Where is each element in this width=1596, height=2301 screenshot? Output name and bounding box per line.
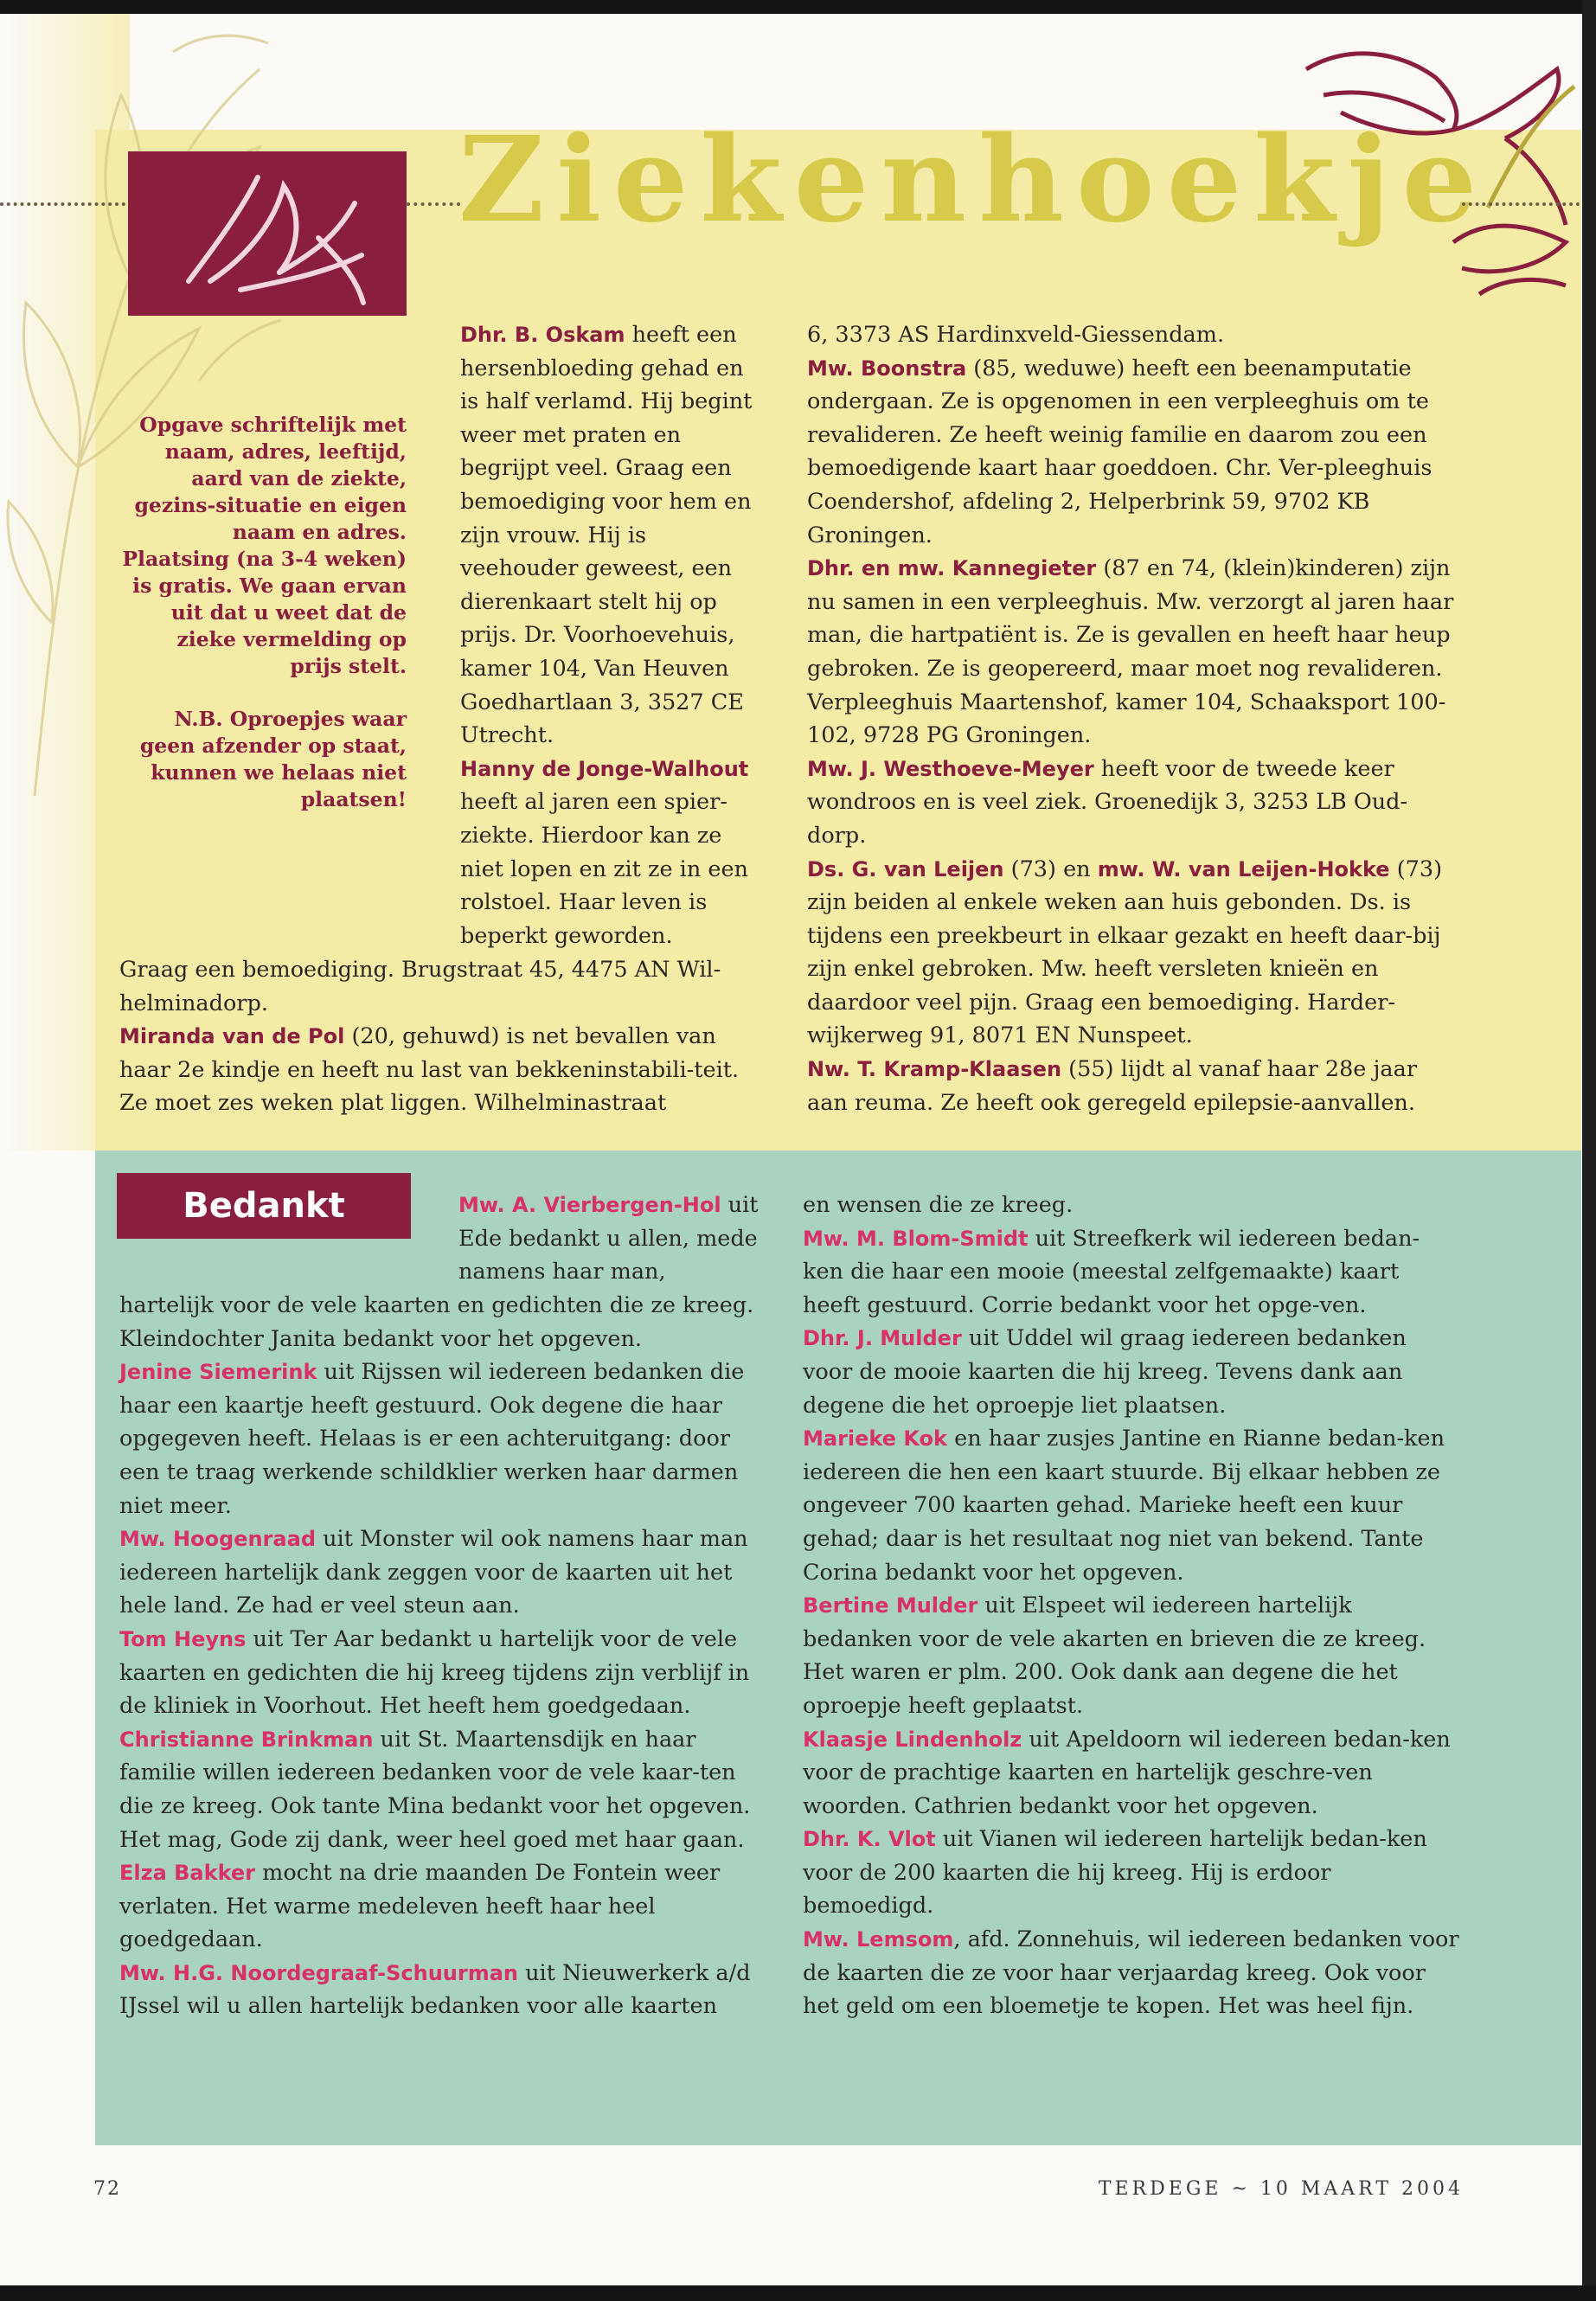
list-item: Nw. T. Kramp-Klaasen (55) lijdt al vanaf haar 28e jaar aan reuma. Ze heeft ook geregeld epilepsie-aanvallen.	[807, 1056, 1418, 1116]
bedankt-heading: Bedankt	[117, 1173, 411, 1239]
notice-instructions: Opgave schriftelijk met naam, adres, leeftijd, aard van de ziekte, gezins-situatie en eigen naam en adres. Plaatsing (na 3-4 weken) is gratis. We gaan ervan uit dat u weet dat de zieke vermelding op prijs stelt.	[122, 413, 407, 678]
list-item: Mw. M. Blom-Smidt uit Streefkerk wil iedereen bedan-ken die haar een mooie (meestal zelfgemaakte) kaart heeft gestuurd. Corrie bedankt voor het opge-ven.	[803, 1225, 1420, 1318]
list-item: Hanny de Jonge-Walhout heeft al jaren een spier-ziekte. Hierdoor kan ze niet lopen en zit ze in een rolstoel. Haar leven is beperkt geworden.	[460, 756, 749, 949]
person-name: Elza Bakker	[119, 1861, 256, 1886]
list-item: Mw. H.G. Noordegraaf-Schuurman uit Nieuwerkerk a/d IJssel wil u allen hartelijk bedanken voor alle kaarten	[119, 1959, 751, 2020]
submission-notice	[121, 412, 407, 839]
person-name: Mw. Hoogenraad	[119, 1527, 317, 1552]
person-name: mw. W. van Leijen-Hokke	[1097, 856, 1390, 881]
title-logo-box	[128, 151, 407, 316]
person-name: Mw. A. Vierbergen-Hol	[458, 1193, 721, 1217]
title-rule-right	[1462, 202, 1580, 206]
list-item: Mw. Boonstra (85, weduwe) heeft een beenamputatie ondergaan. Ze is opgenomen in een verpleeghuis om te revalideren. Ze heeft weinig familie en daarom zou een bemoedigende kaart haar goeddoen. Chr. Ver-pleeghuis Coendershof, afdeling 2, Helperbrink 59, 9702 KB Groningen.	[807, 355, 1433, 548]
title-rule-left	[0, 202, 125, 206]
person-name: Klaasje Lindenholz	[803, 1727, 1022, 1752]
page-number: 72	[93, 2178, 121, 2200]
list-item: Dhr. J. Mulder uit Uddel wil graag iedereen bedanken voor de mooie kaarten die hij kreeg. Tevens dank aan degene die het oproepje liet plaatsen.	[803, 1325, 1407, 1419]
list-item: 6, 3373 AS Hardinxveld-Giessendam.	[807, 322, 1225, 348]
list-item: Dhr. B. Oskam heeft een hersenbloeding gehad en is half verlamd. Hij begint weer met praten en begrijpt veel. Graag een bemoediging voor hem en zijn vrouw. Hij is veehouder geweest, een dierenkaart stelt hij op prijs. Dr. Voorhoevehuis, kamer 104, Van Heuven Goedhartlaan 3, 3527 CE Utrecht.	[460, 322, 753, 749]
person-name: Dhr. B. Oskam	[460, 323, 625, 347]
bedankt-column-1-top	[458, 1189, 765, 1289]
list-item: Mw. A. Vierbergen-Hol uit Ede bedankt u allen, mede namens haar man,	[458, 1192, 759, 1285]
person-name: Dhr. K. Vlot	[803, 1827, 936, 1852]
list-item: Christianne Brinkman uit St. Maartensdijk en haar familie willen iedereen bedanken voor de vele kaar-ten die ze kreeg. Ook tante Mina bedankt voor het opgeven. Het mag, Gode zij dank, weer heel goed met haar gaan.	[119, 1726, 751, 1853]
person-name: Mw. M. Blom-Smidt	[803, 1226, 1029, 1251]
ziek-column-1-wide	[119, 953, 765, 1120]
list-item: Klaasje Lindenholz uit Apeldoorn wil iedereen bedan-ken voor de prachtige kaarten en hartelijk geschre-ven woorden. Cathrien bedankt voor het opgeven.	[803, 1726, 1451, 1819]
scan-edge-bottom	[0, 2285, 1596, 2301]
list-item: Mw. Lemsom, afd. Zonnehuis, wil iedereen bedanken voor de kaarten die ze voor haar verjaardag kreeg. Ook voor het geld om een bloemetje te kopen. Het was heel fijn.	[803, 1926, 1459, 2020]
list-item: Bertine Mulder uit Elspeet wil iedereen hartelijk bedanken voor de vele akarten en brieven die ze kreeg. Het waren er plm. 200. Ook dank aan degene die het oproepje heeft geplaatst.	[803, 1593, 1426, 1719]
person-name: Mw. J. Westhoeve-Meyer	[807, 756, 1094, 781]
list-item: hartelijk voor de vele kaarten en gedichten die ze kreeg. Kleindochter Janita bedankt voor het opgeven.	[119, 1292, 754, 1352]
page-title: Ziekenhoekje	[458, 111, 1490, 249]
person-name: Dhr. en mw. Kannegieter	[807, 556, 1097, 581]
list-item: Marieke Kok en haar zusjes Jantine en Rianne bedan-ken iedereen die hen een kaart stuurde. Bij elkaar hebben ze ongeveer 700 kaarten gehad. Marieke heeft een kuur gehad; daar is het resultaat nog niet van bekend. Tante Corina bedankt voor het opgeven.	[803, 1426, 1445, 1586]
person-name: Ds. G. van Leijen	[807, 856, 1004, 881]
title-rule-mid	[407, 202, 460, 206]
list-item: Mw. Hoogenraad uit Monster wil ook namens haar man iedereen hartelijk dank zeggen voor de kaarten uit het hele land. Ze had er veel steun aan.	[119, 1526, 748, 1619]
list-item: Tom Heyns uit Ter Aar bedankt u hartelijk voor de vele kaarten en gedichten die hij kreeg tijdens zijn verblijf in de kliniek in Voorhout. Het heeft hem goedgedaan.	[119, 1625, 750, 1720]
person-name: Mw. Lemsom	[803, 1927, 954, 1952]
notice-nb: N.B. Oproepjes waar geen afzender op staat, kunnen we helaas niet plaatsen!	[139, 707, 407, 811]
scan-edge-top	[0, 0, 1596, 14]
list-item: en wensen die ze kreeg.	[803, 1192, 1074, 1218]
ziek-column-2	[807, 318, 1459, 1119]
bedankt-column-1	[119, 1289, 765, 2023]
person-name: Tom Heyns	[119, 1626, 247, 1651]
person-name: Christianne Brinkman	[119, 1727, 374, 1752]
list-item: Mw. J. Westhoeve-Meyer heeft voor de tweede keer wondroos en is veel ziek. Groenedijk 3, 3253 LB Oud-dorp.	[807, 755, 1408, 849]
bedankt-column-2	[803, 1189, 1460, 2023]
list-item: Miranda van de Pol (20, gehuwd) is net bevallen van haar 2e kindje en heeft nu last van bekkeninstabili-teit. Ze moet zes weken plat liggen. Wilhelminastraat	[119, 1023, 740, 1117]
person-name: Mw. Boonstra	[807, 356, 967, 381]
tulip-logo-icon	[128, 151, 407, 316]
scan-edge-right	[1582, 0, 1596, 2301]
list-item: Graag een bemoediging. Brugstraat 45, 4475 AN Wil-helminadorp.	[119, 957, 721, 1016]
person-name: Bertine Mulder	[803, 1593, 978, 1618]
person-name: Dhr. J. Mulder	[803, 1326, 962, 1351]
person-name: Miranda van de Pol	[119, 1024, 345, 1049]
person-name: Nw. T. Kramp-Klaasen	[807, 1057, 1062, 1082]
list-item: Dhr. K. Vlot uit Vianen wil iedereen hartelijk bedan-ken voor de 200 kaarten die hij kreeg. Hij is erdoor bemoedigd.	[803, 1826, 1427, 1920]
list-item: Jenine Siemerink uit Rijssen wil iedereen bedanken die haar een kaartje heeft gestuurd. Ook degene die haar opgegeven heeft. Helaas is er een achteruitgang: door een te traag werkende schildklier werken haar darmen niet meer.	[119, 1359, 745, 1519]
person-name: Hanny de Jonge-Walhout	[460, 756, 749, 781]
ziek-column-1	[460, 318, 765, 952]
list-item: Elza Bakker mocht na drie maanden De Fontein weer verlaten. Het warme medeleven heeft haar heel goedgedaan.	[119, 1860, 721, 1953]
list-item: Ds. G. van Leijen (73) en mw. W. van Leijen-Hokke (73) zijn beiden al enkele weken aan huis gebonden. Ds. is tijdens een preekbeurt in elkaar gezakt en heeft daar-bij zijn enkel gebroken. Mw. heeft versleten knieën en daardoor veel pijn. Graag een bemoediging. Harder-wijkerweg 91, 8071 EN Nunspeet.	[807, 856, 1443, 1049]
magazine-issue: TERDEGE ~ 10 MAART 2004	[1098, 2178, 1464, 2200]
person-name: Jenine Siemerink	[119, 1360, 317, 1385]
person-name: Mw. H.G. Noordegraaf-Schuurman	[119, 1960, 519, 1985]
person-name: Marieke Kok	[803, 1426, 947, 1452]
list-item: Dhr. en mw. Kannegieter (87 en 74, (klein)kinderen) zijn nu samen in een verpleeghuis. Mw. verzorgt al jaren haar man, die hartpatiënt is. Ze is gevallen en heeft haar heup gebroken. Ze is geopereerd, maar moet nog revalideren. Verpleeghuis Maartenshof, kamer 104, Schaaksport 100-102, 9728 PG Groningen.	[807, 555, 1454, 749]
